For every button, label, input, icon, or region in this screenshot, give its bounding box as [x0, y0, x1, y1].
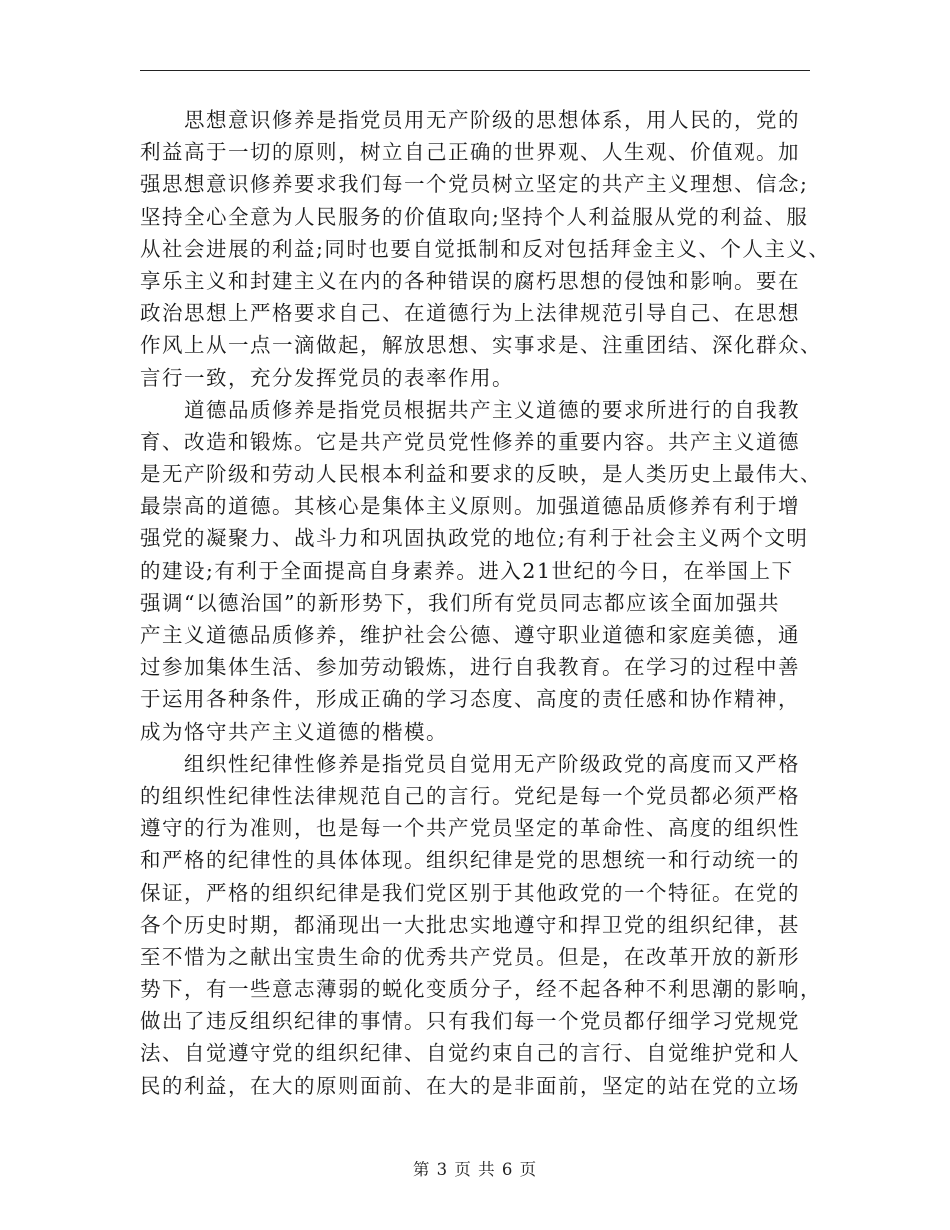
text-line: 民的利益，在大的原则面前、在大的是非面前，坚定的站在党的立场 [140, 1073, 800, 1098]
text-line: 法、自觉遵守党的组织纪律、自觉约束自己的言行、自觉维护党和人 [140, 1041, 800, 1066]
text-line: 的建设;有利于全面提高自身素养。进入21世纪的今日，在举国上下 [140, 558, 794, 583]
text-line: 言行一致，充分发挥党员的表率作用。 [140, 365, 514, 390]
text-line: 从社会进展的利益;同时也要自觉抵制和反对包括拜金主义、个人主义、 [140, 236, 831, 261]
header-rule [140, 70, 810, 71]
text-line: 作风上从一点一滴做起，解放思想、实事求是、注重团结、深化群众、 [140, 333, 822, 358]
text-line: 是无产阶级和劳动人民根本利益和要求的反映，是人类历史上最伟大、 [140, 462, 822, 487]
text-line: 利益高于一切的原则，树立自己正确的世界观、人生观、价值观。加 [140, 140, 800, 165]
text-line: 强党的凝聚力、战斗力和巩固执政党的地位;有利于社会主义两个文明 [140, 526, 809, 551]
text-line: 产主义道德品质修养，维护社会公德、遵守职业道德和家庭美德，通 [140, 623, 800, 647]
text-line: 组织性纪律性修养是指党员自觉用无产阶级政党的高度而又严格 [184, 751, 800, 776]
text-line: 政治思想上严格要求自己、在道德行为上法律规范引导自己、在思想 [140, 301, 800, 326]
text-line: 于运用各种条件，形成正确的学习态度、高度的责任感和协作精神， [140, 687, 800, 712]
text-line: 享乐主义和封建主义在内的各种错误的腐朽思想的侵蚀和影响。要在 [140, 268, 800, 293]
text-line: 强调“以德治国”的新形势下，我们所有党员同志都应该全面加强共 [140, 590, 780, 615]
text-line: 育、改造和锻炼。它是共产党员党性修养的重要内容。共产主义道德 [140, 429, 800, 454]
text-line: 做出了违反组织纪律的事情。只有我们每一个党员都仔细学习党规党 [140, 1009, 800, 1034]
text-line: 道德品质修养是指党员根据共产主义道德的要求所进行的自我教 [184, 397, 800, 422]
document-body [140, 104, 831, 1102]
text-line: 保证，严格的组织纪律是我们党区别于其他政党的一个特征。在党的 [140, 880, 800, 905]
text-line: 坚持全心全意为人民服务的价值取向;坚持个人利益服从党的利益、服 [140, 204, 809, 229]
text-line: 势下，有一些意志薄弱的蜕化变质分子，经不起各种不利思潮的影响， [140, 977, 822, 1002]
text-line: 过参加集体生活、参加劳动锻炼，进行自我教育。在学习的过程中善 [140, 655, 800, 680]
text-line: 思想意识修养是指党员用无产阶级的思想体系，用人民的，党的 [184, 108, 800, 132]
text-line: 的组织性纪律性法律规范自己的言行。党纪是每一个党员都必须严格 [140, 783, 800, 808]
text-line: 各个历史时期，都涌现出一大批忠实地遵守和捍卫党的组织纪律，甚 [140, 912, 800, 937]
text-line: 成为恪守共产主义道德的楷模。 [140, 719, 448, 744]
text-line: 强思想意识修养要求我们每一个党员树立坚定的共产主义理想、信念; [140, 172, 809, 197]
text-line: 和严格的纪律性的具体体现。组织纪律是党的思想统一和行动统一的 [140, 848, 800, 873]
text-line: 遵守的行为准则，也是每一个共产党员坚定的革命性、高度的组织性 [140, 816, 800, 841]
text-line: 至不惜为之献出宝贵生命的优秀共产党员。但是，在改革开放的新形 [140, 944, 800, 969]
page-number-footer: 第 3 页 共 6 页 [412, 1160, 538, 1179]
text-line: 最崇高的道德。其核心是集体主义原则。加强道德品质修养有利于增 [140, 494, 800, 519]
